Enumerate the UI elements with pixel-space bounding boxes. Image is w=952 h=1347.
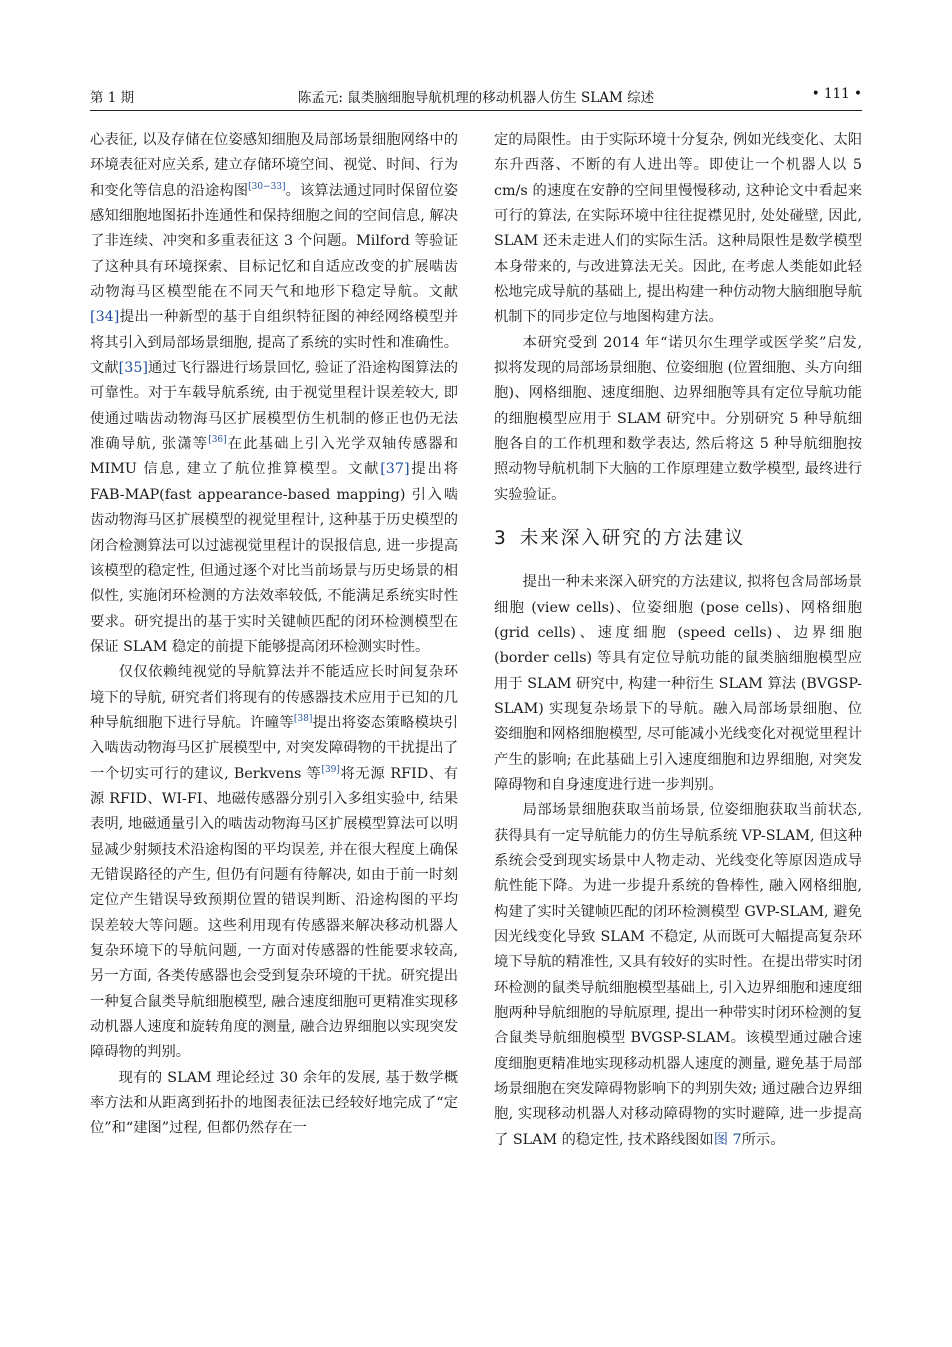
- running-header: [90, 86, 862, 108]
- citation-link[interactable]: [30−33]: [248, 181, 286, 192]
- paragraph: [90, 660, 458, 1066]
- page-number: • 111 •: [811, 86, 862, 102]
- text-run: 。该算法通过同时保留位姿感知细胞地图拓扑连通性和保持细胞之间的空间信息, 解决了非连续、冲突和多重表征这 3 个问题。Milford 等验证了这种具有环境探索、目标记忆和自适应改变的扩展啮齿动物海马区模型能在不同天气和地形下稳定导航。文献: [90, 182, 459, 301]
- text-run: 通过飞行器进行场景回忆, 验证了沿途构图算法的可靠性。对于车载导航系统, 由于视觉里程计误差较大, 即使通过啮齿动物海马区扩展模型仿生机制的修正也仍无法准确导航, 张潇等: [90, 360, 458, 453]
- paragraph: 现有的 SLAM 理论经过 30 余年的发展, 基于数学概率方法和从距离到拓扑的地图表征法已经较好地完成了“定位”和“建图”过程, 但都仍然存在一: [90, 1069, 458, 1137]
- section-title: 未来深入研究的方法建议: [519, 528, 746, 550]
- text-run: 提出将 FAB-MAP(fast appearance-based mapping) 引入啮齿动物海马区扩展模型的视觉里程计, 这种基于历史模型的闭合检测算法可以过滤视觉里程计的误报信息, 进一步提高该模型的稳定性, 但通过逐个对比当前场景与历史场景的相似性, 实施闭环检测的方法效率较低, 不能满足系统实时性要求。研究提出的基于实时关键帧匹配的闭环检测模型在保证 SLAM 稳定的前提下能够提高闭环检测实时性。: [90, 461, 459, 655]
- text-run: 心表征, 以及存储在位姿感知细胞及局部场景细胞网络中的环境表征对应关系, 建立存储环境空间、视觉、时间、行为和变化等信息的沿途构图: [90, 132, 458, 199]
- citation-link[interactable]: [36]: [208, 435, 227, 446]
- section-number: 3: [494, 528, 508, 550]
- text-run: 在此基础上引入光学双轴传感器和 MIMU 信息, 建立了航位推算模型。文献: [90, 436, 459, 478]
- header-rule: [90, 110, 862, 111]
- paragraph: 定的局限性。由于实际环境十分复杂, 例如光线变化、太阳东升西落、不断的有人进出等。即使让一个机器人以 5 cm/s 的速度在安静的空间里慢慢移动, 这种论文中看起来可行的算法, 在实际环境中往往捉襟见肘, 处处碰壁, 因此, SLAM 还未走进人们的实际生活。这种局限性是数学模型本身带来的, 与改进算法无关。因此, 在考虑人类能如此轻松地完成导航的基础上, 提出构建一种仿动物大脑细胞导航机制下的同步定位与地图构建方法。: [494, 132, 862, 326]
- figure-link[interactable]: 图 7: [713, 1131, 742, 1148]
- right-column: [494, 128, 862, 1153]
- text-run: 将无源 RFID、有源 RFID、WI-FI、地磁传感器分别引入多组实验中, 结果表明, 地磁通量引入的啮齿动物海马区扩展模型算法可以明显减少射频技术沿途构图的平均误差, 并在很大程度上确保无错误路径的产生, 但仍有问题有待解决, 如由于前一时刻定位产生错误导致预期位置的错误判断、沿途构图的平均误差较大等问题。这些利用现有传感器来解决移动机器人复杂环境下的导航问题, 一方面对传感器的性能要求较高, 另一方面, 各类传感器也会受到复杂环境的干扰。研究提出一种复合鼠类导航细胞模型, 融合速度细胞可更精准实现移动机器人速度和旋转角度的测量, 融合边界细胞以实现突发障碍物的判别。: [90, 765, 458, 1061]
- text-run: 提出将姿态策略模块引入啮齿动物海马区扩展模型中, 对突发障碍物的干扰提出了一个切实可行的建议, Berkvens 等: [90, 714, 459, 782]
- citation-link[interactable]: [37]: [380, 461, 410, 478]
- paragraph: [90, 128, 458, 660]
- citation-link[interactable]: [35]: [118, 360, 149, 377]
- text-run: 仅仅依赖纯视觉的导航算法并不能适应长时间复杂环境下的导航, 研究者们将现有的传感器技术应用于已知的几种导航细胞下进行导航。许曈等: [90, 664, 458, 731]
- citation-link[interactable]: [38]: [293, 714, 313, 725]
- citation-link[interactable]: [39]: [321, 764, 340, 775]
- text-run: 提出一种新型的基于自组织特征图的神经网络模型并将其引入到局部场景细胞, 提高了系统的实时性和准确性。文献: [90, 309, 458, 377]
- left-column: [90, 128, 458, 1142]
- citation-link[interactable]: [34]: [90, 309, 120, 326]
- section-heading: [494, 526, 862, 552]
- running-title: 陈孟元: 鼠类脑细胞导航机理的移动机器人仿生 SLAM 综述: [297, 90, 655, 106]
- paragraph: [494, 798, 862, 1153]
- issue-label: 第 1 期: [90, 90, 135, 106]
- text-run: 所示。: [741, 1131, 785, 1148]
- text-run: 局部场景细胞获取当前场景, 位姿细胞获取当前状态, 获得具有一定导航能力的仿生导航系统 VP-SLAM, 但这种系统会受到现实场景中人物走动、光线变化等原因造成导航性能下降。为进一步提升系统的鲁棒性, 融入网格细胞, 构建了实时关键帧匹配的闭环检测模型 GVP-SLAM, 避免因光线变化导致 SLAM 不稳定, 从而既可大幅提高复杂环境下导航的精准性, 又具有较好的实时性。在提出带实时闭环检测的鼠类导航细胞模型基础上, 引入边界细胞和速度细胞两种导航细胞的导航原理, 提出一种带实时闭环检测的复合鼠类导航细胞模型 BVGSP-SLAM。该模型通过融合速度细胞更精准地实现移动机器人速度的测量, 避免基于局部场景细胞在突发障碍物影响下的判别失效; 通过融合边界细胞, 实现移动机器人对移动障碍物的实时避障, 进一步提高了 SLAM 的稳定性, 技术路线图如: [494, 802, 862, 1148]
- paragraph: 提出一种未来深入研究的方法建议, 拟将包含局部场景细胞 (view cells)、位姿细胞 (pose cells)、网格细胞 (grid cells)、速度细胞 (speed cells)、边界细胞 (border cells) 等具有定位导航功能的鼠类脑细胞模型应用于 SLAM 研究中, 构建一种衍生 SLAM 算法 (BVGSP-SLAM) 实现复杂场景下的导航。融入局部场景细胞、位姿细胞和网格细胞模型, 尽可能减小光线变化对视觉里程计产生的影响; 在此基础上引入速度细胞和边界细胞, 对突发障碍物和自身速度进行进一步判别。: [494, 574, 862, 793]
- paragraph: 本研究受到 2014 年“诺贝尔生理学或医学奖”启发, 拟将发现的局部场景细胞、位姿细胞 (位置细胞、头方向细胞)、网格细胞、速度细胞、边界细胞等具有定位导航功能的细胞模型应用于 SLAM 研究中。分别研究 5 种导航细胞各自的工作机理和数学表达, 然后将这 5 种导航细胞按照动物导航机制下大脑的工作原理建立数学模型, 最终进行实验验证。: [494, 334, 862, 503]
